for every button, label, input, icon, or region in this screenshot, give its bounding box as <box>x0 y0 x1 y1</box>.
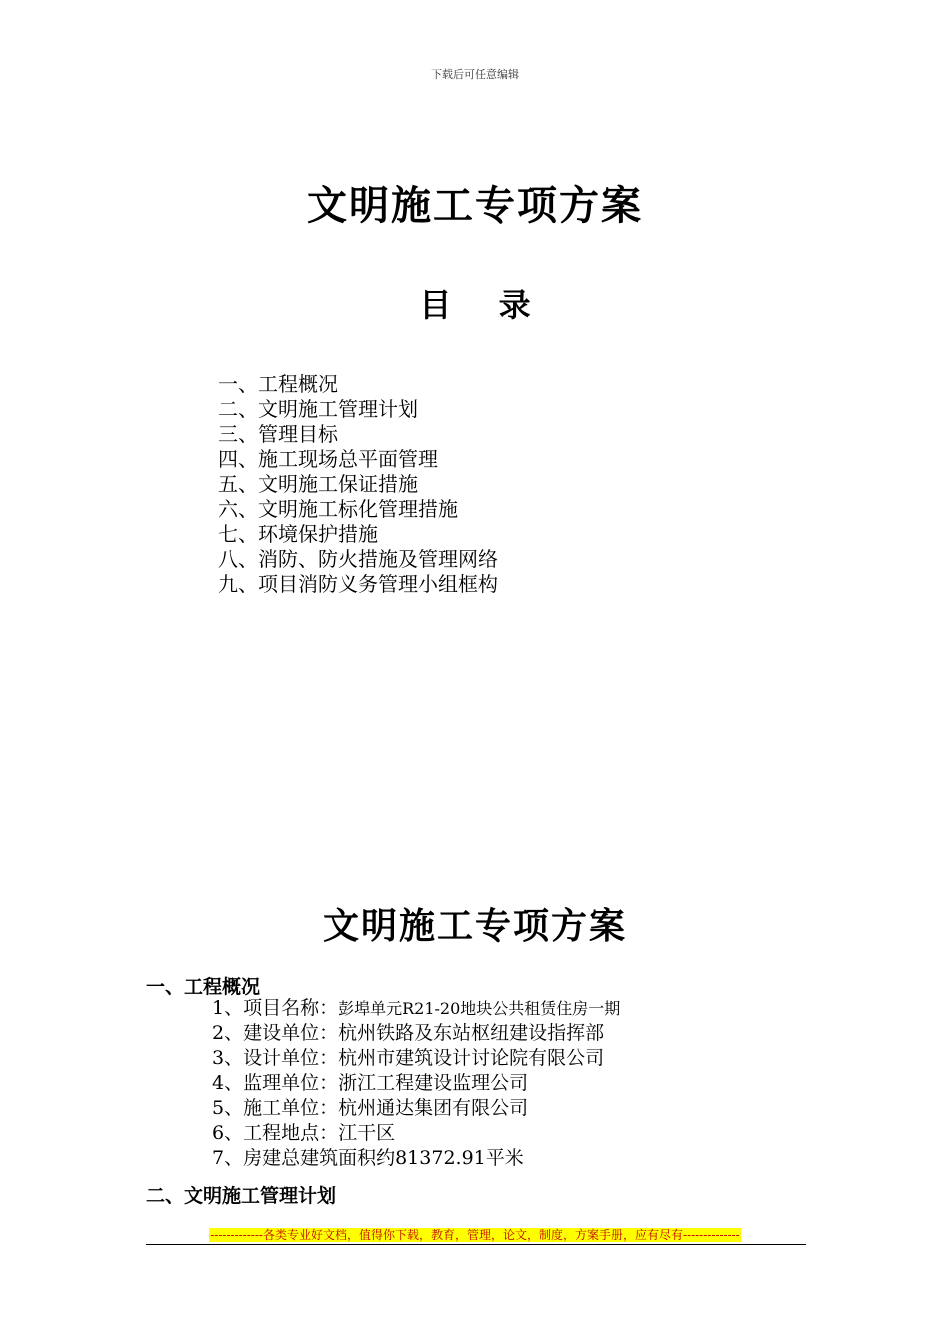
overview-label: 7、房建总建筑面积约 <box>212 1147 396 1169</box>
project-overview-list <box>212 996 620 1171</box>
overview-item <box>212 1146 620 1171</box>
footer-banner-text: -------------各类专业好文档，值得你下载，教育，管理，论文，制度，方案手册，应有尽有-------------- <box>210 1228 740 1242</box>
toc-item: 四、施工现场总平面管理 <box>218 447 438 471</box>
table-of-contents <box>218 372 498 597</box>
overview-item <box>212 1071 620 1096</box>
overview-label: 2、建设单位： <box>212 1022 339 1044</box>
overview-value: 杭州通达集团有限公司 <box>338 1097 529 1119</box>
overview-value: 彭埠单元R21-20地块公共租赁住房一期 <box>338 999 621 1018</box>
overview-item <box>212 1096 620 1121</box>
footer-banner <box>0 1226 950 1243</box>
overview-label: 3、设计单位： <box>212 1047 339 1069</box>
toc-item: 一、工程概况 <box>218 372 338 396</box>
overview-item <box>212 1021 620 1046</box>
header-note: 下载后可任意编辑 <box>431 68 519 81</box>
overview-value: 浙江工程建设监理公司 <box>338 1072 529 1094</box>
footer-divider <box>146 1244 806 1245</box>
overview-value: 杭州市建筑设计讨论院有限公司 <box>338 1047 605 1069</box>
overview-item <box>212 1121 620 1146</box>
toc-item: 三、管理目标 <box>218 422 338 446</box>
overview-item <box>212 996 620 1021</box>
toc-item: 九、项目消防义务管理小组框构 <box>218 572 498 596</box>
overview-label: 1、项目名称： <box>212 997 339 1019</box>
overview-label: 6、工程地点： <box>212 1122 339 1144</box>
overview-item <box>212 1046 620 1071</box>
overview-value: 江干区 <box>338 1122 396 1144</box>
toc-item: 五、文明施工保证措施 <box>218 472 418 496</box>
toc-item: 六、文明施工标化管理措施 <box>218 497 458 521</box>
overview-value: 杭州铁路及东站枢纽建设指挥部 <box>338 1022 605 1044</box>
toc-heading: 目 录 <box>419 286 549 324</box>
section-heading-overview: 一、工程概况 <box>146 976 261 998</box>
toc-item: 八、消防、防火措施及管理网络 <box>218 547 498 571</box>
toc-item: 七、环境保护措施 <box>218 522 378 546</box>
section-page-title: 文明施工专项方案 <box>322 905 627 947</box>
overview-value: 81372.91平米 <box>395 1147 524 1169</box>
overview-label: 4、监理单位： <box>212 1072 339 1094</box>
section-heading-management-plan: 二、文明施工管理计划 <box>146 1185 337 1207</box>
overview-label: 5、施工单位： <box>212 1097 339 1119</box>
document-title: 文明施工专项方案 <box>307 182 643 229</box>
toc-item: 二、文明施工管理计划 <box>218 397 418 421</box>
